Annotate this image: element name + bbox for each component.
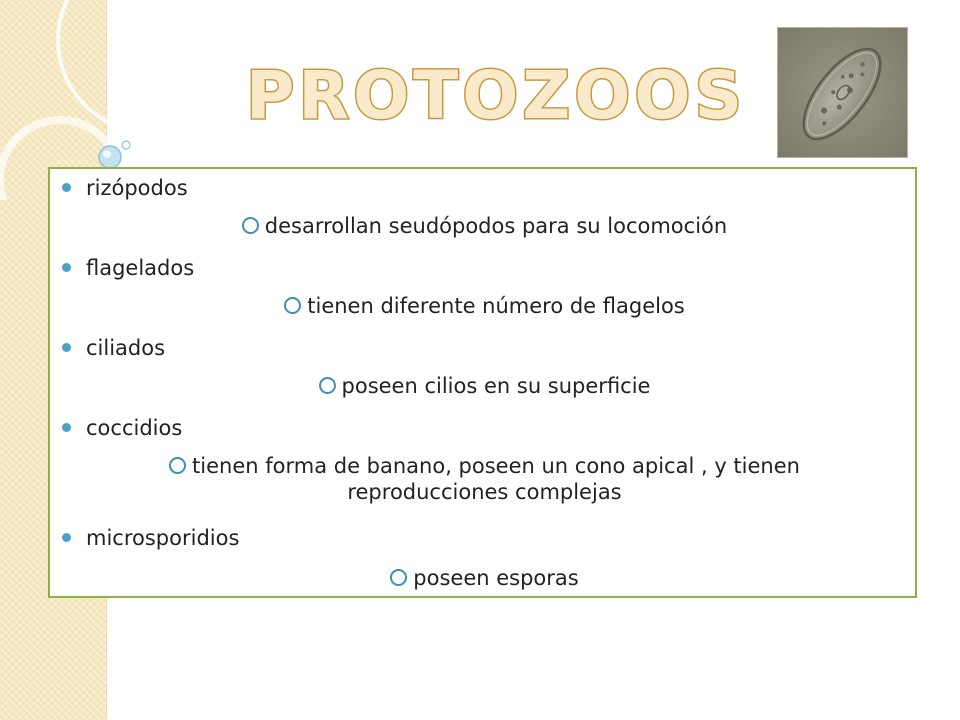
- description-item: poseen cilios en su superficie: [50, 373, 919, 399]
- slide-title-text: PROTOZOOS: [245, 57, 747, 134]
- category-item: coccidios: [86, 416, 183, 440]
- description-item: tienen diferente número de flagelos: [50, 293, 919, 319]
- paramecium-photo: [777, 27, 908, 158]
- description-item: tienen forma de banano, poseen un cono apical , y tienen reproducciones complejas: [50, 453, 919, 506]
- category-item: ciliados: [86, 336, 166, 360]
- description-item: desarrollan seudópodos para su locomoción: [50, 213, 919, 239]
- category-item: flagelados: [86, 256, 195, 280]
- category-item: microsporidios: [86, 526, 240, 550]
- ring-bullet-icon: [390, 569, 407, 586]
- ring-bullet-icon: [319, 377, 336, 394]
- slide-title: [240, 48, 760, 148]
- ring-bullet-icon: [169, 457, 186, 474]
- content-box: [48, 167, 917, 598]
- description-item: poseen esporas: [50, 565, 919, 591]
- category-item: rizópodos: [86, 176, 188, 200]
- ring-bullet-icon: [242, 217, 259, 234]
- ring-bullet-icon: [284, 297, 301, 314]
